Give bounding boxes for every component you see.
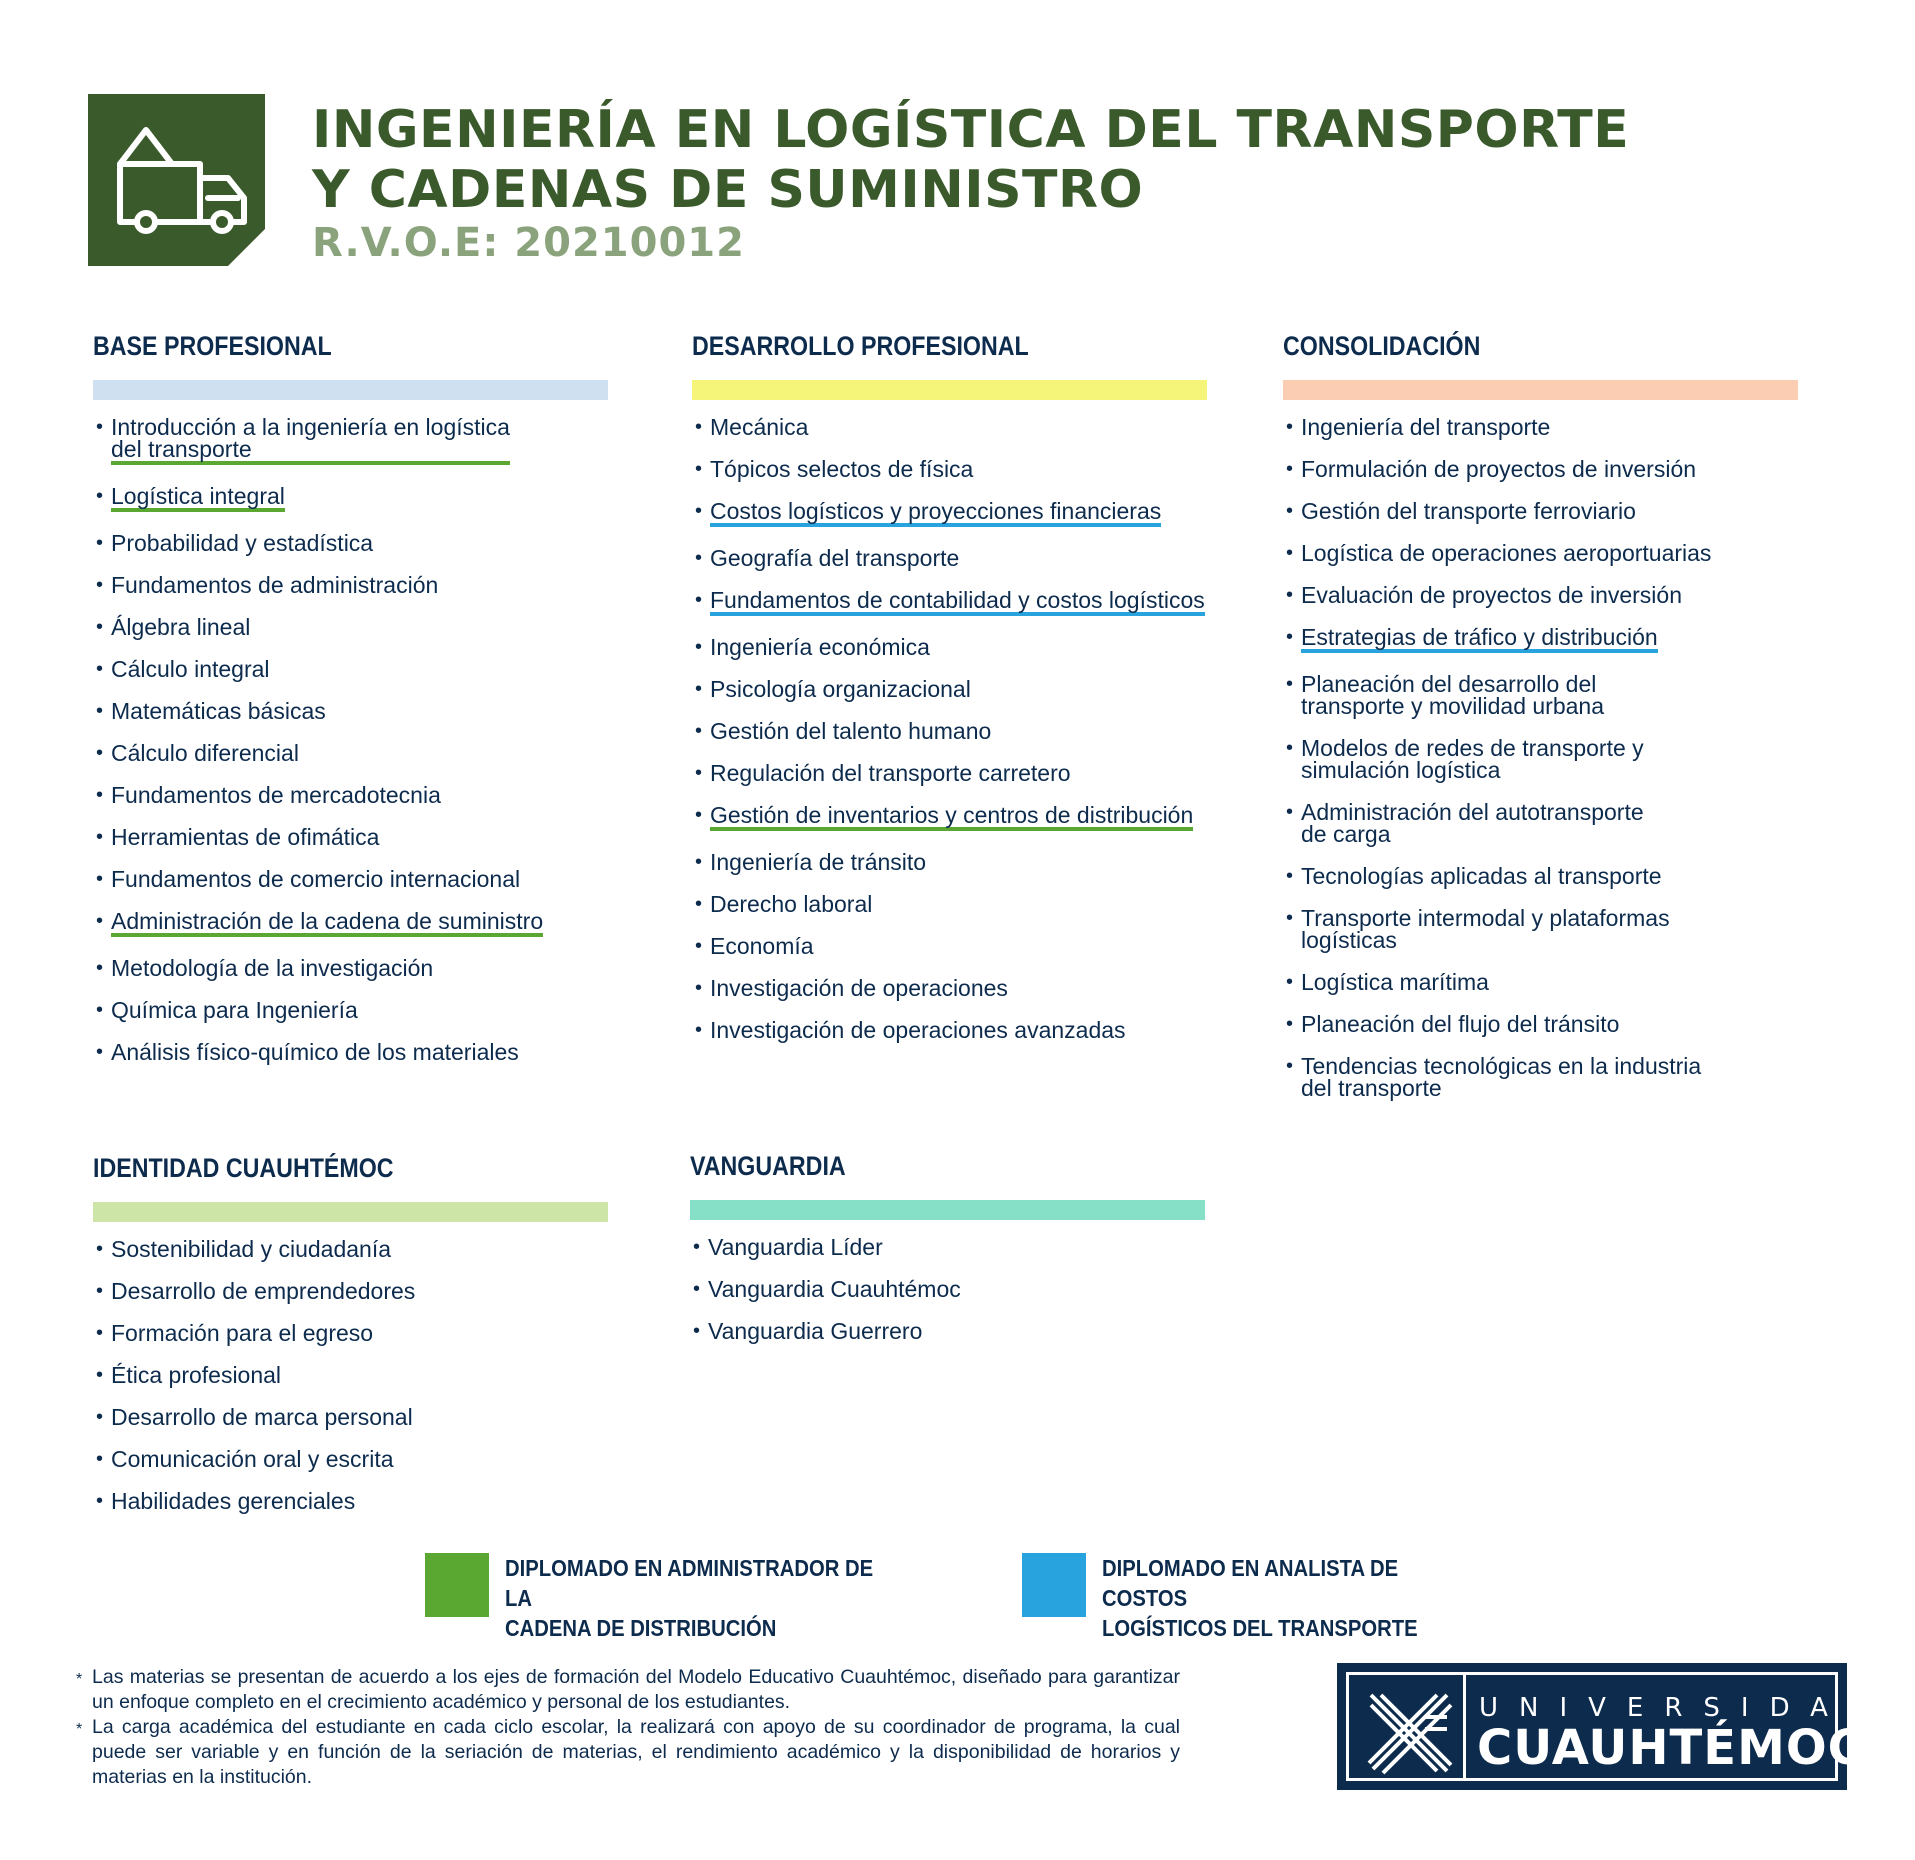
course-name: Mecánica: [710, 414, 809, 440]
course-name: Investigación de operaciones: [710, 975, 1008, 1001]
course-item: [93, 742, 693, 764]
section-title: CONSOLIDACIÓN: [1283, 331, 1481, 361]
course-name: Planeación del flujo del tránsito: [1301, 1011, 1620, 1037]
course-item: [690, 1320, 1290, 1342]
course-name: Logística marítima: [1301, 969, 1489, 995]
section-title: IDENTIDAD CUAUHTÉMOC: [93, 1153, 394, 1183]
course-name: Ingeniería del transporte: [1301, 414, 1551, 440]
section-title: BASE PROFESIONAL: [93, 331, 332, 361]
course-name: Fundamentos de mercadotecnia: [111, 782, 441, 808]
course-item: [1283, 542, 1883, 564]
logo-wordmark-top: UNIVERSIDAD: [1479, 1693, 1890, 1723]
course-item: [93, 910, 693, 937]
course-name: Álgebra lineal: [111, 614, 251, 640]
course-item: [1283, 458, 1883, 480]
course-list: [93, 1238, 693, 1512]
course-name: Planeación del desarrollo del transporte y movilidad urbana: [1301, 671, 1604, 719]
course-item: [692, 935, 1292, 957]
course-item: [1283, 737, 1883, 781]
logo-wordmark-bottom: CUAUHTÉMOC: [1477, 1720, 1864, 1776]
course-item: [1283, 626, 1883, 653]
course-name: Administración del autotransporte de carga: [1301, 799, 1644, 847]
course-name: Investigación de operaciones avanzadas: [710, 1017, 1126, 1043]
course-item: [1283, 584, 1883, 606]
section-color-bar: [93, 380, 608, 400]
course-item: [1283, 673, 1883, 717]
course-name: Geografía del transporte: [710, 545, 960, 571]
course-item: [1283, 801, 1883, 845]
course-name: Tecnologías aplicadas al transporte: [1301, 863, 1662, 889]
course-name: Ética profesional: [111, 1362, 282, 1388]
course-name: Química para Ingeniería: [111, 997, 358, 1023]
section-title: DESARROLLO PROFESIONAL: [692, 331, 1029, 361]
course-list: [692, 416, 1292, 1041]
diploma-label-blue: DIPLOMADO EN ANALISTA DE COSTOS LOGÍSTICOS DEL TRANSPORTE: [1102, 1555, 1418, 1641]
diploma-label-green: DIPLOMADO EN ADMINISTRADOR DE LA CADENA DE DISTRIBUCIÓN: [505, 1555, 874, 1641]
course-name: Vanguardia Guerrero: [708, 1318, 923, 1344]
course-name: Estrategias de tráfico y distribución: [1301, 626, 1658, 653]
section-vanguardia: [690, 1150, 1290, 1362]
course-item: [692, 589, 1292, 616]
course-item: [692, 851, 1292, 873]
diploma-swatch-blue: [1022, 1553, 1086, 1617]
logo-x-mark-icon: [1365, 1687, 1455, 1777]
course-name: Probabilidad y estadística: [111, 530, 374, 556]
course-name: Vanguardia Cuauhtémoc: [708, 1276, 961, 1302]
page-title: [312, 100, 1629, 220]
footnote-2: * La carga académica del estudiante en cada ciclo escolar, la realizará con apoyo de su coordinador de programa, la cual puede ser variable y en función de la seriación de materias, el rendimiento académico y la disponibilidad de horarios y materias en la institución.: [76, 1715, 1180, 1790]
course-item: [93, 868, 693, 890]
course-name: Administración de la cadena de suministro: [111, 910, 543, 937]
footnotes: [76, 1665, 1180, 1790]
course-item: [93, 1238, 693, 1260]
course-name: Costos logísticos y proyecciones financieras: [710, 500, 1161, 527]
course-item: [692, 500, 1292, 527]
course-name: Metodología de la investigación: [111, 955, 434, 981]
course-name: Logística integral: [111, 485, 285, 512]
course-name: Formulación de proyectos de inversión: [1301, 456, 1697, 482]
course-name: Fundamentos de comercio internacional: [111, 866, 521, 892]
course-list: [1283, 416, 1883, 1099]
course-item: [93, 999, 693, 1021]
course-name: Transporte intermodal y plataformas logísticas: [1301, 905, 1670, 953]
course-item: [1283, 865, 1883, 887]
course-item: [93, 1364, 693, 1386]
course-item: [1283, 971, 1883, 993]
footnote-1: * Las materias se presentan de acuerdo a los ejes de formación del Modelo Educativo Cuauhtémoc, diseñado para garantizar un enfoque completo en el crecimiento académico y personal de los estudiantes.: [76, 1665, 1180, 1715]
course-name: Habilidades gerenciales: [111, 1488, 356, 1514]
course-item: [93, 784, 693, 806]
course-name: Fundamentos de contabilidad y costos logísticos: [710, 589, 1205, 616]
course-item: [93, 957, 693, 979]
title-line-1: INGENIERÍA EN LOGÍSTICA DEL TRANSPORTE: [312, 100, 1630, 160]
course-item: [692, 977, 1292, 999]
course-item: [692, 804, 1292, 831]
course-item: [1283, 1055, 1883, 1099]
course-item: [692, 416, 1292, 438]
course-item: [1283, 907, 1883, 951]
section-color-bar: [692, 380, 1207, 400]
course-item: [93, 658, 693, 680]
course-name: Logística de operaciones aeroportuarias: [1301, 540, 1712, 566]
course-list: [93, 416, 693, 1063]
section-identidad-cuauhtemoc: [93, 1152, 693, 1532]
rvoe-code: R.V.O.E: 20210012: [312, 220, 745, 266]
course-item: [93, 1406, 693, 1428]
course-name: Regulación del transporte carretero: [710, 760, 1071, 786]
course-item: [692, 458, 1292, 480]
course-list: [690, 1236, 1290, 1342]
diploma-swatch-green: [425, 1553, 489, 1617]
course-name: Desarrollo de emprendedores: [111, 1278, 416, 1304]
section-color-bar: [690, 1200, 1205, 1220]
course-name: Ingeniería económica: [710, 634, 930, 660]
course-item: [692, 636, 1292, 658]
course-item: [93, 574, 693, 596]
course-name: Evaluación de proyectos de inversión: [1301, 582, 1683, 608]
course-name: Gestión del talento humano: [710, 718, 992, 744]
course-item: [93, 1490, 693, 1512]
course-item: [93, 1322, 693, 1344]
course-name: Comunicación oral y escrita: [111, 1446, 394, 1472]
diploma-legend-blue: [1022, 1553, 1522, 1643]
course-name: Cálculo diferencial: [111, 740, 299, 766]
course-name: Gestión del transporte ferroviario: [1301, 498, 1636, 524]
logo-divider: [1463, 1675, 1466, 1778]
course-item: [93, 1448, 693, 1470]
course-item: [692, 678, 1292, 700]
course-item: [93, 826, 693, 848]
course-name: Sostenibilidad y ciudadanía: [111, 1236, 392, 1262]
section-color-bar: [93, 1202, 608, 1222]
section-consolidacion: [1283, 330, 1883, 1119]
course-item: [1283, 416, 1883, 438]
section-title: VANGUARDIA: [690, 1151, 846, 1181]
course-name: Economía: [710, 933, 814, 959]
course-item: [93, 700, 693, 722]
section-desarrollo-profesional: [692, 330, 1292, 1061]
course-item: [692, 762, 1292, 784]
course-item: [692, 547, 1292, 569]
course-item: [93, 616, 693, 638]
course-name: Tópicos selectos de física: [710, 456, 974, 482]
course-item: [692, 893, 1292, 915]
course-name: Análisis físico-químico de los materiales: [111, 1039, 519, 1065]
diploma-legend-green: [425, 1553, 925, 1643]
course-name: Matemáticas básicas: [111, 698, 326, 724]
course-item: [93, 1280, 693, 1302]
section-base-profesional: [93, 330, 693, 1083]
course-name: Gestión de inventarios y centros de distribución: [710, 804, 1193, 831]
course-item: [93, 416, 693, 465]
course-name: Desarrollo de marca personal: [111, 1404, 413, 1430]
course-name: Tendencias tecnológicas en la industria del transporte: [1301, 1053, 1702, 1101]
course-item: [690, 1278, 1290, 1300]
course-item: [690, 1236, 1290, 1258]
course-name: Fundamentos de administración: [111, 572, 439, 598]
course-item: [93, 485, 693, 512]
university-logo: [1337, 1663, 1890, 1790]
title-line-2: Y CADENAS DE SUMINISTRO: [312, 160, 1144, 220]
course-name: Derecho laboral: [710, 891, 873, 917]
course-name: Modelos de redes de transporte y simulación logística: [1301, 735, 1644, 783]
course-item: [692, 1019, 1292, 1041]
course-item: [1283, 500, 1883, 522]
course-name: Formación para el egreso: [111, 1320, 374, 1346]
course-name: Introducción a la ingeniería en logística del transporte: [111, 416, 510, 465]
course-item: [93, 532, 693, 554]
header-badge: [88, 94, 265, 266]
section-color-bar: [1283, 380, 1798, 400]
course-name: Psicología organizacional: [710, 676, 971, 702]
course-name: Cálculo integral: [111, 656, 270, 682]
course-item: [1283, 1013, 1883, 1035]
course-name: Vanguardia Líder: [708, 1234, 883, 1260]
course-item: [93, 1041, 693, 1063]
course-item: [692, 720, 1292, 742]
course-name: Ingeniería de tránsito: [710, 849, 927, 875]
course-name: Herramientas de ofimática: [111, 824, 380, 850]
